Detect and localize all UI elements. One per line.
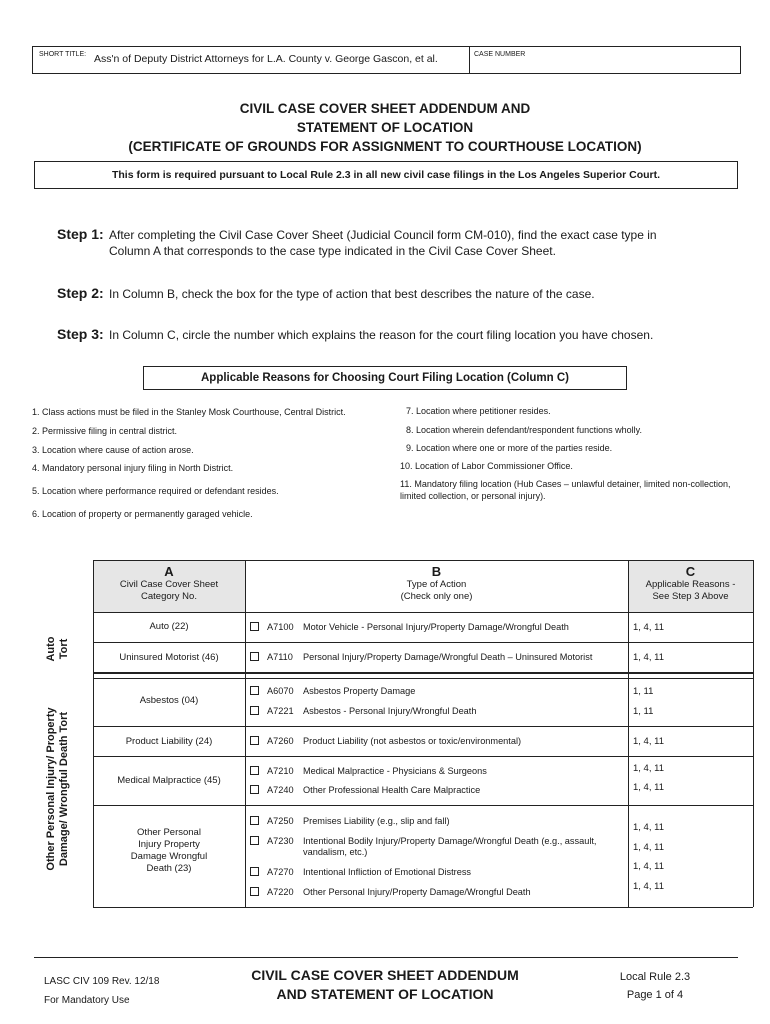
action-desc: Asbestos - Personal Injury/Wrongful Death xyxy=(303,706,477,716)
action-a7210[interactable] xyxy=(250,766,630,777)
category-line: Death (23) xyxy=(146,863,192,874)
reasons-a7110: 1, 4, 11 xyxy=(633,652,664,663)
step-2-text: In Column B, check the box for the type of action that best describes the nature of the case. xyxy=(109,287,595,301)
reasons-a7250: 1, 4, 11 xyxy=(633,822,664,833)
footer-page-number: Page 1 of 4 xyxy=(626,989,684,1001)
section-other-line2: Damage/ Wrongful Death Tort xyxy=(58,711,70,867)
section-other-line1: Other Personal Injury/ Property xyxy=(45,707,57,871)
case-number-label: CASE NUMBER xyxy=(474,51,526,58)
action-a7240[interactable] xyxy=(250,785,630,796)
checkbox[interactable] xyxy=(250,816,259,825)
step-3-label: Step 3: xyxy=(57,326,104,342)
reasons-a6070: 1, 11 xyxy=(633,686,654,697)
category-line: Damage Wrongful xyxy=(130,851,208,862)
reasons-a7230: 1, 4, 11 xyxy=(633,842,664,853)
action-a6070[interactable] xyxy=(250,686,630,697)
table-rule xyxy=(93,907,753,908)
footer-right xyxy=(590,968,720,1004)
reason-7: 7. Location where petitioner resides. xyxy=(406,406,551,416)
case-number-cell xyxy=(470,47,740,73)
action-code: A6070 xyxy=(267,686,294,696)
step-3 xyxy=(57,326,694,343)
action-desc: Personal Injury/Property Damage/Wrongful Death – Uninsured Motorist xyxy=(303,652,593,662)
reasons-heading-text: Applicable Reasons for Choosing Court Filing Location (Column C) xyxy=(201,372,569,384)
footer-title-line1: CIVIL CASE COVER SHEET ADDENDUM xyxy=(251,967,519,983)
checkbox[interactable] xyxy=(250,867,259,876)
column-b-header xyxy=(245,560,628,612)
action-code: A7260 xyxy=(267,736,294,746)
title-line-1: CIVIL CASE COVER SHEET ADDENDUM AND xyxy=(239,101,531,116)
action-a7250[interactable] xyxy=(250,816,630,827)
title-line-2: STATEMENT OF LOCATION xyxy=(296,120,474,135)
checkbox[interactable] xyxy=(250,766,259,775)
column-c-header xyxy=(628,560,753,612)
reason-9: 9. Location where one or more of the parties reside. xyxy=(406,443,613,453)
reasons-a7260: 1, 4, 11 xyxy=(633,736,664,747)
checkbox[interactable] xyxy=(250,836,259,845)
category-uninsured-motorist: Uninsured Motorist (46) xyxy=(119,652,219,663)
category-other-personal-injury xyxy=(93,827,245,875)
footer-rule xyxy=(34,957,738,958)
reasons-a7221: 1, 11 xyxy=(633,706,654,717)
action-a7220[interactable] xyxy=(250,887,630,898)
notice-box xyxy=(34,161,738,189)
column-c-letter: C xyxy=(685,564,696,579)
step-2-label: Step 2: xyxy=(57,285,104,301)
notice-text: This form is required pursuant to Local Rule 2.3 in all new civil case filings in the Los Angeles Superior Court. xyxy=(111,169,661,181)
category-line: Injury Property xyxy=(138,839,200,850)
reason-4: 4. Mandatory personal injury filing in North District. xyxy=(32,463,234,473)
action-desc: Intentional Bodily Injury/Property Damage/Wrongful Death (e.g., assault, vandalism, etc.) xyxy=(303,836,597,857)
reasons-a7270: 1, 4, 11 xyxy=(633,861,664,872)
reasons-heading xyxy=(143,366,627,390)
reason-11: 11. Mandatory filing location (Hub Cases – unlawful detainer, limited non-collection, limited collection, or personal injury). xyxy=(400,479,731,501)
form-title xyxy=(0,99,770,156)
checkbox[interactable] xyxy=(250,686,259,695)
category-asbestos: Asbestos (04) xyxy=(139,695,199,706)
step-1-text: After completing the Civil Case Cover Sheet (Judicial Council form CM-010), find the exact case type in Column A that corresponds to the case type indicated in the Civil Case Cover Sheet. xyxy=(109,228,657,258)
category-auto: Auto (22) xyxy=(149,621,189,632)
table-rule xyxy=(93,678,753,679)
category-line: Other Personal xyxy=(137,827,201,838)
short-title-cell xyxy=(33,47,470,73)
case-header xyxy=(32,46,741,74)
reason-10: 10. Location of Labor Commissioner Office. xyxy=(400,461,573,471)
step-2 xyxy=(57,285,694,302)
action-a7110[interactable] xyxy=(250,652,630,663)
action-a7270[interactable] xyxy=(250,867,630,878)
column-a-line2: Category No. xyxy=(141,591,197,602)
step-3-text: In Column C, circle the number which explains the reason for the court filing location you have chosen. xyxy=(109,328,654,342)
action-a7221[interactable] xyxy=(250,706,630,717)
action-code: A7110 xyxy=(267,652,293,662)
reasons-a7220: 1, 4, 11 xyxy=(633,881,664,892)
action-code: A7250 xyxy=(267,816,294,826)
checkbox[interactable] xyxy=(250,622,259,631)
action-desc: Motor Vehicle - Personal Injury/Property Damage/Wrongful Death xyxy=(303,622,569,632)
checkbox[interactable] xyxy=(250,652,259,661)
table-rule xyxy=(93,805,753,806)
reason-1: 1. Class actions must be filed in the Stanley Mosk Courthouse, Central District. xyxy=(32,407,346,417)
footer-mandatory-use: For Mandatory Use xyxy=(44,995,130,1006)
action-code: A7100 xyxy=(267,622,294,632)
short-title-value: Ass'n of Deputy District Attorneys for L.A. County v. George Gascon, et al. xyxy=(94,53,438,65)
action-a7230[interactable] xyxy=(250,836,630,858)
reason-8: 8. Location wherein defendant/respondent functions wholly. xyxy=(406,425,642,435)
title-line-3: (CERTIFICATE OF GROUNDS FOR ASSIGNMENT TO COURTHOUSE LOCATION) xyxy=(128,139,642,154)
action-code: A7230 xyxy=(267,836,294,846)
section-other-pi-tort xyxy=(45,684,75,894)
reasons-a7100: 1, 4, 11 xyxy=(633,622,664,633)
reason-5: 5. Location where performance required or defendant resides. xyxy=(32,486,279,496)
reason-3: 3. Location where cause of action arose. xyxy=(32,445,194,455)
table-rule xyxy=(93,560,753,561)
checkbox[interactable] xyxy=(250,706,259,715)
step-1 xyxy=(57,226,694,259)
table-rule xyxy=(245,560,246,907)
category-product-liability: Product Liability (24) xyxy=(125,736,213,747)
reasons-a7210: 1, 4, 11 xyxy=(633,763,664,774)
table-rule xyxy=(93,642,753,643)
column-a-letter: A xyxy=(164,564,174,579)
reason-2: 2. Permissive filing in central district. xyxy=(32,426,178,436)
footer-local-rule: Local Rule 2.3 xyxy=(619,971,691,983)
action-a7100[interactable] xyxy=(250,622,630,633)
action-code: A7221 xyxy=(267,706,294,716)
short-title-label: SHORT TITLE: xyxy=(39,51,87,58)
category-medical-malpractice: Medical Malpractice (45) xyxy=(117,775,221,786)
column-a-line1: Civil Case Cover Sheet xyxy=(119,579,219,590)
column-c-line2: See Step 3 Above xyxy=(652,591,729,602)
footer-title-line2: AND STATEMENT OF LOCATION xyxy=(276,986,494,1002)
action-desc: Asbestos Property Damage xyxy=(303,686,416,696)
footer-form-id: LASC CIV 109 Rev. 12/18 xyxy=(44,976,160,987)
table-rule xyxy=(93,672,753,674)
column-a-header xyxy=(93,560,245,612)
section-auto-line2: Tort xyxy=(58,638,70,660)
step-1-label: Step 1: xyxy=(57,226,104,242)
action-code: A7270 xyxy=(267,867,294,877)
section-auto-line1: Auto xyxy=(45,636,57,662)
section-auto-tort xyxy=(45,609,75,689)
action-desc: Intentional Infliction of Emotional Distress xyxy=(303,867,472,877)
table-rule xyxy=(93,726,753,727)
checkbox[interactable] xyxy=(250,887,259,896)
action-desc: Premises Liability (e.g., slip and fall) xyxy=(303,816,450,826)
table-rule xyxy=(93,612,753,613)
footer-title xyxy=(200,966,570,1004)
table-rule xyxy=(753,560,754,907)
action-code: A7210 xyxy=(267,766,294,776)
column-b-letter: B xyxy=(431,564,442,579)
reasons-a7240: 1, 4, 11 xyxy=(633,782,664,793)
action-a7260[interactable] xyxy=(250,736,630,747)
column-b-line1: Type of Action xyxy=(406,579,467,590)
checkbox[interactable] xyxy=(250,736,259,745)
action-desc: Other Professional Health Care Malpractice xyxy=(303,785,481,795)
column-c-line1: Applicable Reasons - xyxy=(645,579,736,590)
action-desc: Product Liability (not asbestos or toxic/environmental) xyxy=(303,736,522,746)
action-desc: Medical Malpractice - Physicians & Surgeons xyxy=(303,766,487,776)
action-desc: Other Personal Injury/Property Damage/Wrongful Death xyxy=(303,887,531,897)
action-code: A7220 xyxy=(267,887,294,897)
checkbox[interactable] xyxy=(250,785,259,794)
action-code: A7240 xyxy=(267,785,294,795)
reason-6: 6. Location of property or permanently garaged vehicle. xyxy=(32,509,253,519)
column-b-line2: (Check only one) xyxy=(400,591,473,602)
table-rule xyxy=(93,756,753,757)
